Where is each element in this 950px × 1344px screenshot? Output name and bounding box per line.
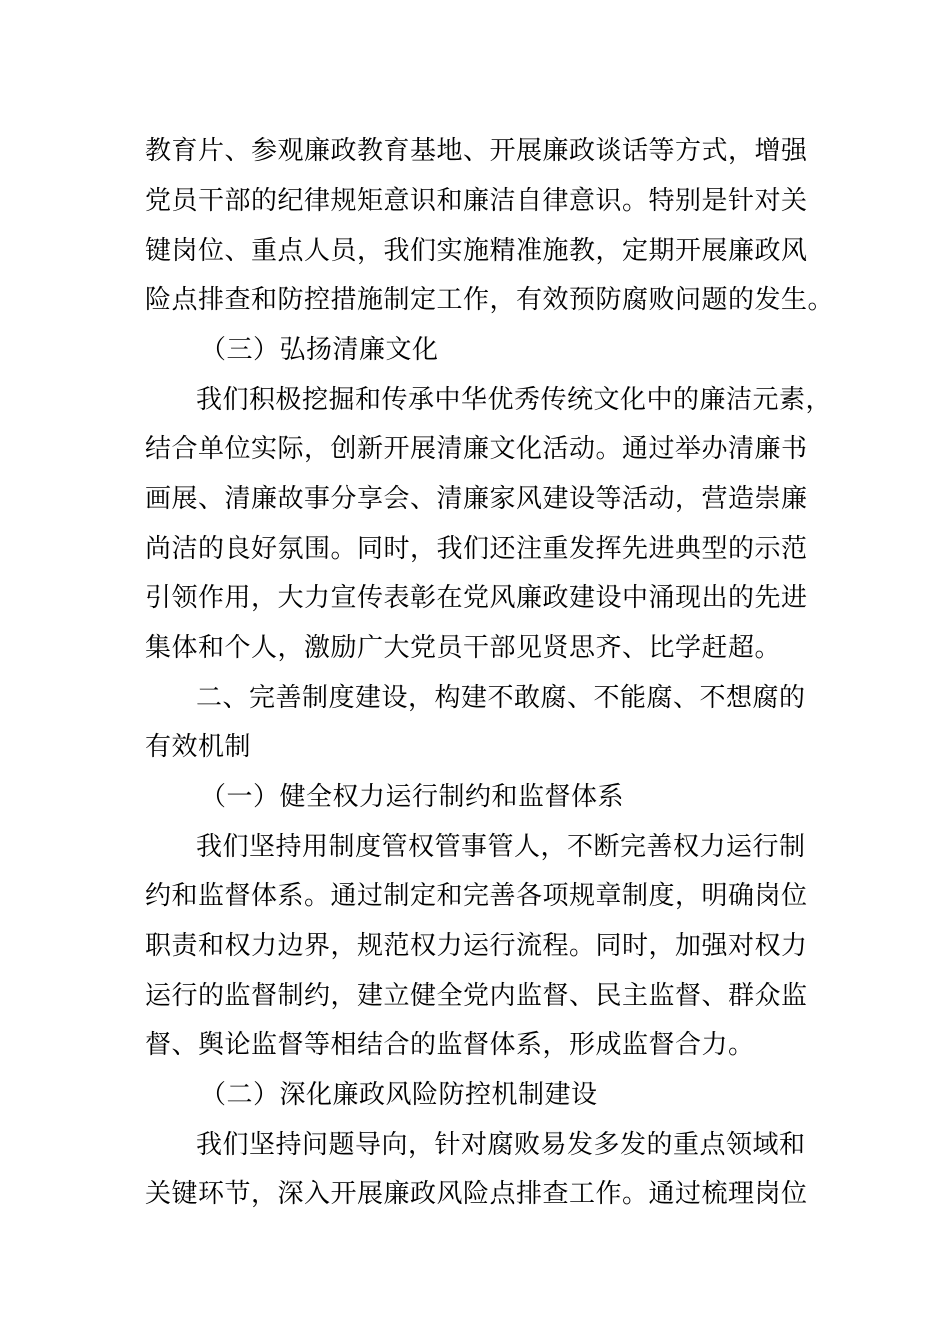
chapter-heading: 二、完善制度建设，构建不敢腐、不能腐、不想腐的 [196,683,806,713]
paragraph-line: 尚洁的良好氛围。同时，我们还注重发挥先进典型的示范 [145,534,808,564]
paragraph-line: 险点排查和防控措施制定工作，有效预防腐败问题的发生。 [145,285,835,315]
paragraph-line: 党员干部的纪律规矩意识和廉洁自律意识。特别是针对关 [145,186,808,216]
section-heading: （一）健全权力运行制约和监督体系 [200,782,625,812]
paragraph-line: 画展、清廉故事分享会、清廉家风建设等活动，营造崇廉 [145,484,808,514]
section-heading: （三）弘扬清廉文化 [200,335,439,365]
paragraph-line: 集体和个人，激励广大党员干部见贤思齐、比学赶超。 [145,633,782,663]
paragraph-line: 职责和权力边界，规范权力运行流程。同时，加强对权力 [145,931,808,961]
paragraph-line: 我们积极挖掘和传承中华优秀传统文化中的廉洁元素， [196,385,833,415]
paragraph-line: 约和监督体系。通过制定和完善各项规章制度，明确岗位 [145,881,808,911]
paragraph-line: 结合单位实际，创新开展清廉文化活动。通过举办清廉书 [145,434,808,464]
paragraph-line: 关键环节，深入开展廉政风险点排查工作。通过梳理岗位 [145,1179,808,1209]
paragraph-line: 督、舆论监督等相结合的监督体系，形成监督合力。 [145,1030,755,1060]
chapter-heading-continued: 有效机制 [145,732,252,762]
paragraph-line: 运行的监督制约，建立健全党内监督、民主监督、群众监 [145,981,808,1011]
paragraph-line: 我们坚持问题导向，针对腐败易发多发的重点领域和 [196,1130,806,1160]
paragraph-line: 键岗位、重点人员，我们实施精准施教，定期开展廉政风 [145,236,808,266]
paragraph-line: 引领作用，大力宣传表彰在党风廉政建设中涌现出的先进 [145,583,808,613]
section-heading: （二）深化廉政风险防控机制建设 [200,1080,598,1110]
paragraph-line: 我们坚持用制度管权管事管人，不断完善权力运行制 [196,832,806,862]
paragraph-line: 教育片、参观廉政教育基地、开展廉政谈话等方式，增强 [145,136,808,166]
